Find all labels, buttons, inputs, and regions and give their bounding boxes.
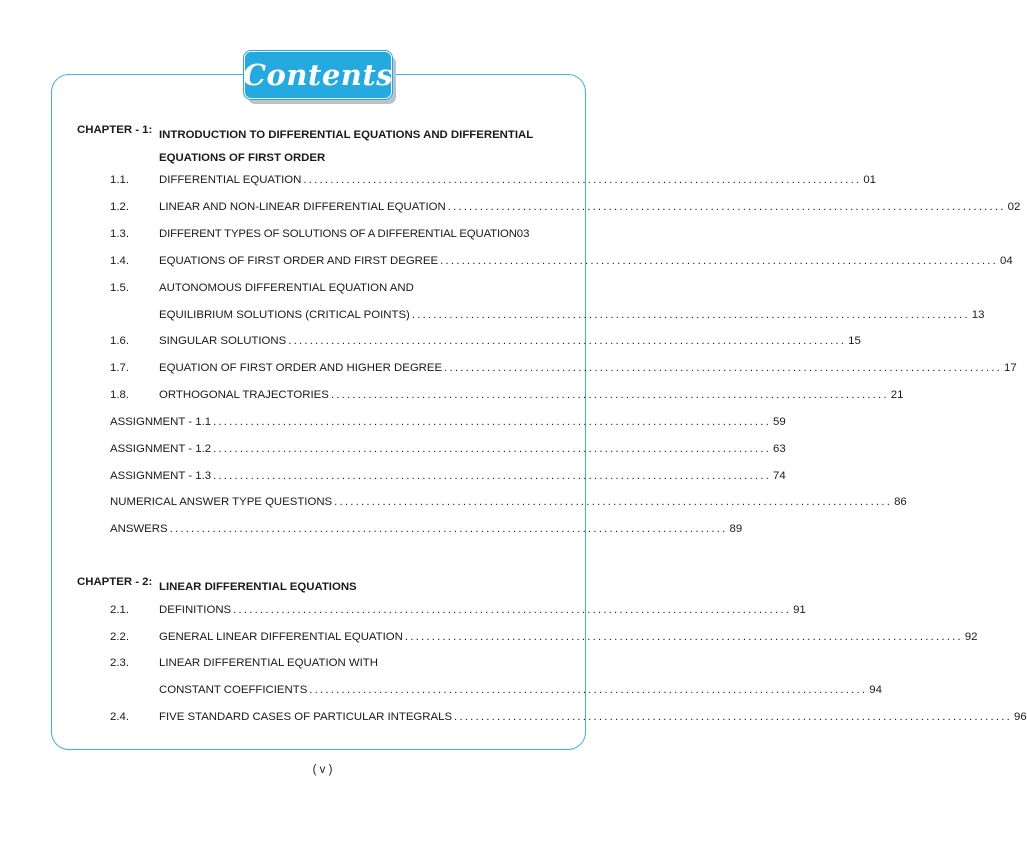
- leader-dots: ........................................................................................................: [334, 496, 893, 508]
- leader-dots: ........................................................................................................: [303, 174, 862, 186]
- entry-number: 2.1.: [110, 604, 129, 616]
- leader-dots: ........................................................................................................: [447, 201, 1006, 213]
- entry-row: [159, 604, 806, 616]
- leader-dots: ........................................................................................................: [288, 335, 847, 347]
- page-footer-number: ( v ): [312, 764, 333, 776]
- entry-number: 1.3.: [110, 228, 129, 240]
- entry-title: ANSWERS: [110, 523, 168, 535]
- leader-dots: ........................................................................................................: [454, 711, 1012, 723]
- leader-dots: ........................................................................................................: [169, 523, 728, 535]
- page-number: 63: [773, 443, 786, 455]
- leader-dots: ........................................................................................................: [330, 389, 889, 401]
- toc-entry[interactable]: [110, 470, 786, 482]
- page-number: 89: [729, 523, 743, 535]
- entry-row: [159, 228, 559, 240]
- chapter-label: CHAPTER - 2:: [77, 576, 153, 588]
- entry-title: DEFINITIONS: [159, 604, 232, 616]
- leader-dots: ........................................................................................................: [309, 684, 868, 696]
- entry-title: EQUATION OF FIRST ORDER AND HIGHER DEGREE: [159, 362, 443, 374]
- entry-number: 1.7.: [110, 362, 129, 374]
- entry-title: ASSIGNMENT - 1.2: [110, 443, 212, 455]
- entry-title: ASSIGNMENT - 1.1: [110, 416, 212, 428]
- leader-dots: ........................................................................................................: [411, 309, 970, 321]
- toc-entry[interactable]: [110, 496, 907, 508]
- entry-title: FIVE STANDARD CASES OF PARTICULAR INTEGRALS: [159, 711, 453, 723]
- page-number: 03: [516, 228, 530, 240]
- chapter-title: [159, 576, 569, 599]
- entry-title: EQUATIONS OF FIRST ORDER AND FIRST DEGREE: [159, 255, 439, 267]
- page-number: 02: [1007, 201, 1021, 213]
- entry-row: [159, 201, 1021, 213]
- entry-title: LINEAR AND NON-LINEAR DIFFERENTIAL EQUATION: [159, 201, 446, 213]
- entry-row: [159, 255, 1013, 267]
- toc-entry[interactable]: [110, 443, 786, 455]
- page-number: 17: [1004, 362, 1017, 374]
- chapter-title-line: INTRODUCTION TO DIFFERENTIAL EQUATIONS AND DIFFERENTIAL: [159, 129, 534, 141]
- leader-dots: ........................................................................................................: [213, 416, 772, 428]
- entry-number: 1.4.: [110, 255, 129, 267]
- entry-number: 1.5.: [110, 282, 129, 294]
- leader-dots: ........................................................................................................: [404, 631, 963, 643]
- entry-number: 1.8.: [110, 389, 129, 401]
- entry-row: [159, 711, 1027, 723]
- entry-number: 1.6.: [110, 335, 129, 347]
- chapter-title-line: EQUATIONS OF FIRST ORDER: [159, 152, 326, 164]
- page-number: 74: [773, 470, 786, 482]
- entry-title-line: LINEAR DIFFERENTIAL EQUATION WITH: [159, 657, 378, 669]
- leader-dots: ........................................................................................................: [213, 443, 772, 455]
- entry-title: CONSTANT COEFFICIENTS: [159, 684, 308, 696]
- toc-entry[interactable]: [110, 523, 743, 535]
- page-number: 86: [894, 496, 907, 508]
- leader-dots: ........................................................................................................: [233, 604, 792, 616]
- entry-title: EQUILIBRIUM SOLUTIONS (CRITICAL POINTS): [159, 309, 410, 321]
- page-number: 04: [1000, 255, 1013, 267]
- page-number: 15: [848, 335, 861, 347]
- page-number: 01: [863, 174, 877, 186]
- entry-number: 2.3.: [110, 657, 129, 669]
- page-number: 21: [890, 389, 904, 401]
- entry-number: 1.2.: [110, 201, 129, 213]
- entry-row: [159, 309, 985, 321]
- page-number: 59: [773, 416, 786, 428]
- entry-number: 2.4.: [110, 711, 129, 723]
- entry-number: 1.1.: [110, 174, 129, 186]
- entry-row: [159, 335, 861, 347]
- entry-row: [159, 362, 1017, 374]
- page-title: Contents: [242, 57, 394, 92]
- entry-row: [159, 389, 904, 401]
- entry-row: [159, 631, 978, 643]
- leader-dots: ........................................................................................................: [213, 470, 772, 482]
- chapter-title: [159, 124, 569, 170]
- entry-title-line: AUTONOMOUS DIFFERENTIAL EQUATION AND: [159, 282, 414, 294]
- leader-dots: ........................................................................................................: [440, 255, 999, 267]
- entry-title: DIFFERENT TYPES OF SOLUTIONS OF A DIFFERENTIAL EQUATION: [159, 228, 517, 240]
- page-number: 92: [964, 631, 978, 643]
- page-number: 91: [793, 604, 806, 616]
- chapter-label: CHAPTER - 1:: [77, 124, 153, 136]
- chapter-title-line: LINEAR DIFFERENTIAL EQUATIONS: [159, 581, 357, 593]
- entry-title: ORTHOGONAL TRAJECTORIES: [159, 389, 329, 401]
- page-number: 96: [1013, 711, 1027, 723]
- entry-row: [159, 684, 882, 696]
- leader-dots: ........................................................................................................: [444, 362, 1003, 374]
- page-number: 94: [869, 684, 882, 696]
- page-number: 13: [971, 309, 985, 321]
- toc-entry[interactable]: [110, 416, 786, 428]
- entry-number: 2.2.: [110, 631, 129, 643]
- entry-title: DIFFERENTIAL EQUATION: [159, 174, 302, 186]
- entry-title: GENERAL LINEAR DIFFERENTIAL EQUATION: [159, 631, 403, 643]
- entry-row: [159, 174, 877, 186]
- entry-title: SINGULAR SOLUTIONS: [159, 335, 287, 347]
- entry-title: NUMERICAL ANSWER TYPE QUESTIONS: [110, 496, 333, 508]
- entry-title: ASSIGNMENT - 1.3: [110, 470, 212, 482]
